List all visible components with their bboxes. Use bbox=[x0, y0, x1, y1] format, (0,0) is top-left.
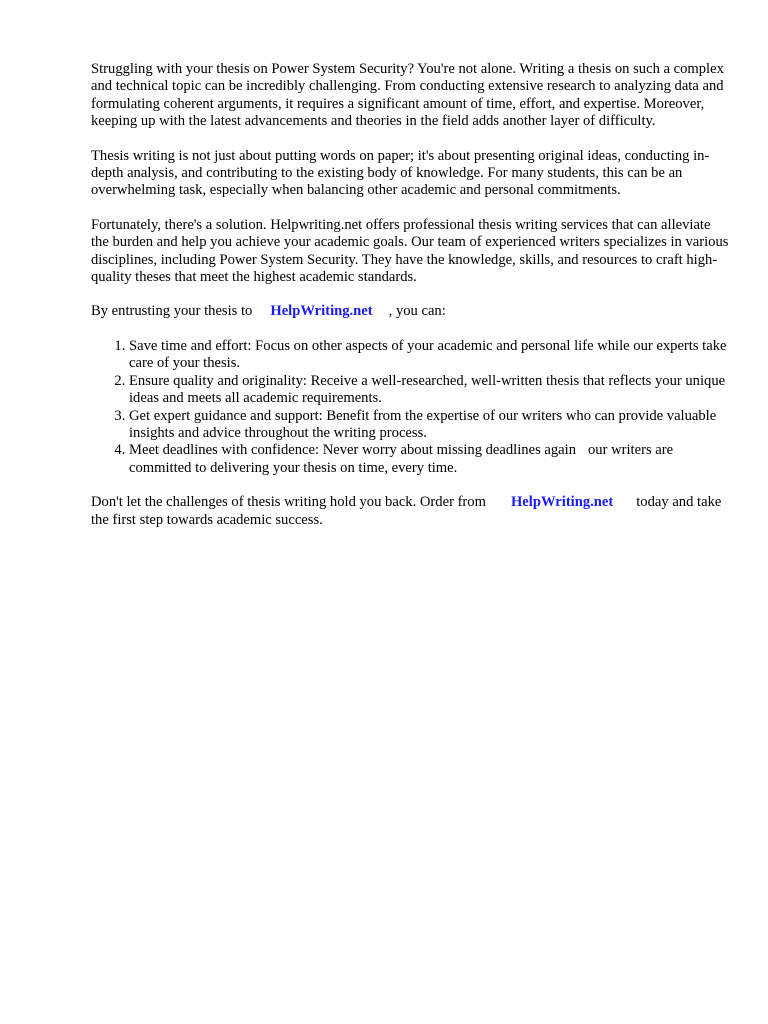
helpwriting-link[interactable]: HelpWriting.net bbox=[270, 303, 373, 320]
list-item bbox=[129, 338, 731, 373]
helpwriting-order-link[interactable]: HelpWriting.net bbox=[510, 494, 614, 511]
benefit-text: Get expert guidance and support: Benefit from the expertise of our writers who can provide valuable insights and advice throughout the writing process. bbox=[129, 407, 717, 441]
list-item bbox=[129, 442, 731, 477]
document-page bbox=[91, 61, 731, 546]
entrust-paragraph bbox=[91, 303, 731, 320]
benefits-list bbox=[91, 338, 731, 477]
list-item bbox=[129, 373, 731, 408]
thesis-writing-paragraph: Thesis writing is not just about putting words on paper; it's about presenting original ideas, conducting in-depth analysis, and contributing to the existing body of knowledge. For many students, this can be an overwhelming task, especially when balancing other academic and personal commitments. bbox=[91, 147, 710, 199]
entrust-text-after: , you can: bbox=[388, 303, 446, 320]
closing-paragraph bbox=[91, 494, 731, 529]
intro-paragraph: Struggling with your thesis on Power System Security? You're not alone. Writing a thesis on such a complex and technical topic can be incredibly challenging. From conducting extensive research to analyzing data and formulating coherent arguments, it requires a significant amount of time, effort, and expertise. Moreover, keeping up with the latest advancements and theories in the field adds another layer of difficulty. bbox=[91, 61, 724, 130]
closing-text-after: today and take the first step towards academic success. bbox=[91, 494, 722, 528]
benefit-text-after: our writers are committed to delivering your thesis on time, every time. bbox=[129, 442, 674, 476]
benefit-text-before: Meet deadlines with confidence: Never worry about missing deadlines again bbox=[129, 442, 576, 459]
benefit-text: Ensure quality and originality: Receive a well-researched, well-written thesis that reflects your unique ideas and meets all academic requirements. bbox=[129, 372, 726, 407]
solution-paragraph: Fortunately, there's a solution. Helpwriting.net offers professional thesis writing services that can alleviate the burden and help you achieve your academic goals. Our team of experienced writers specializes in various disciplines, including Power System Security. They have the knowledge, skills, and resources to craft high-quality theses that meet the highest academic standards. bbox=[91, 216, 729, 286]
benefit-text: Save time and effort: Focus on other aspects of your academic and personal life while our experts take care of your thesis. bbox=[129, 337, 727, 372]
closing-text-before: Don't let the challenges of thesis writing hold you back. Order from bbox=[91, 494, 486, 511]
list-item bbox=[129, 408, 731, 443]
entrust-text-before: By entrusting your thesis to bbox=[91, 303, 253, 320]
